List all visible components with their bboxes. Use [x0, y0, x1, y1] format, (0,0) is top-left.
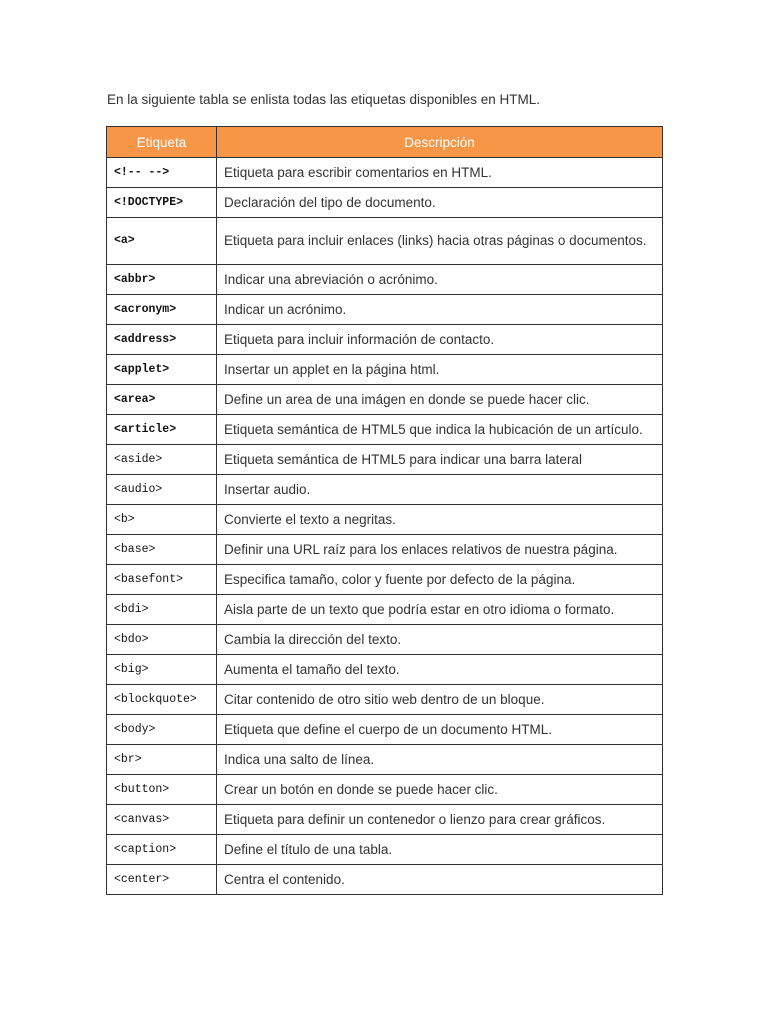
table-header-row	[107, 127, 663, 158]
table-row	[107, 475, 663, 505]
table-row	[107, 295, 663, 325]
description-cell: Declaración del tipo de documento.	[217, 188, 663, 218]
tag-cell: <base>	[107, 535, 217, 565]
description-cell: Define un area de una imágen en donde se puede hacer clic.	[217, 385, 663, 415]
description-cell: Insertar audio.	[217, 475, 663, 505]
tag-cell: <bdo>	[107, 625, 217, 655]
description-cell: Etiqueta que define el cuerpo de un documento HTML.	[217, 715, 663, 745]
description-cell: Definir una URL raíz para los enlaces relativos de nuestra página.	[217, 535, 663, 565]
table-row	[107, 505, 663, 535]
tag-cell: <bdi>	[107, 595, 217, 625]
tag-cell: <canvas>	[107, 805, 217, 835]
tag-cell: <big>	[107, 655, 217, 685]
description-cell: Aumenta el tamaño del texto.	[217, 655, 663, 685]
tag-cell: <body>	[107, 715, 217, 745]
table-row	[107, 188, 663, 218]
description-cell: Convierte el texto a negritas.	[217, 505, 663, 535]
header-tag: Etiqueta	[107, 127, 217, 158]
description-cell: Define el título de una tabla.	[217, 835, 663, 865]
tag-cell: <article>	[107, 415, 217, 445]
table-row	[107, 805, 663, 835]
table-row	[107, 655, 663, 685]
intro-text: En la siguiente tabla se enlista todas las etiquetas disponibles en HTML.	[107, 92, 541, 107]
table-row	[107, 535, 663, 565]
tag-cell: <applet>	[107, 355, 217, 385]
description-cell: Etiqueta para escribir comentarios en HTML.	[217, 158, 663, 188]
description-cell: Etiqueta semántica de HTML5 que indica la hubicación de un artículo.	[217, 415, 663, 445]
description-cell: Aisla parte de un texto que podría estar en otro idioma o formato.	[217, 595, 663, 625]
tag-cell: <!-- -->	[107, 158, 217, 188]
description-cell: Etiqueta semántica de HTML5 para indicar una barra lateral	[217, 445, 663, 475]
description-cell: Insertar un applet en la página html.	[217, 355, 663, 385]
table-row	[107, 445, 663, 475]
table-row	[107, 415, 663, 445]
table-row	[107, 745, 663, 775]
table-row	[107, 865, 663, 895]
tag-cell: <blockquote>	[107, 685, 217, 715]
description-cell: Etiqueta para definir un contenedor o lienzo para crear gráficos.	[217, 805, 663, 835]
tag-cell: <button>	[107, 775, 217, 805]
table-row	[107, 265, 663, 295]
description-cell: Cambia la dirección del texto.	[217, 625, 663, 655]
table-row	[107, 625, 663, 655]
table-row	[107, 595, 663, 625]
table-row	[107, 158, 663, 188]
table-row	[107, 325, 663, 355]
table-row	[107, 355, 663, 385]
table-row	[107, 775, 663, 805]
tag-cell: <a>	[107, 218, 217, 265]
description-cell: Especifica tamaño, color y fuente por defecto de la página.	[217, 565, 663, 595]
tag-cell: <acronym>	[107, 295, 217, 325]
description-cell: Etiqueta para incluir enlaces (links) hacia otras páginas o documentos.	[217, 218, 663, 265]
description-cell: Centra el contenido.	[217, 865, 663, 895]
tag-cell: <br>	[107, 745, 217, 775]
description-cell: Citar contenido de otro sitio web dentro de un bloque.	[217, 685, 663, 715]
table-row	[107, 218, 663, 265]
header-description: Descripción	[217, 127, 663, 158]
description-cell: Indica una salto de línea.	[217, 745, 663, 775]
tag-cell: <!DOCTYPE>	[107, 188, 217, 218]
table-row	[107, 715, 663, 745]
table-row	[107, 835, 663, 865]
table-row	[107, 385, 663, 415]
tag-cell: <b>	[107, 505, 217, 535]
html-tags-table	[106, 126, 663, 895]
description-cell: Crear un botón en donde se puede hacer clic.	[217, 775, 663, 805]
tag-cell: <address>	[107, 325, 217, 355]
description-cell: Indicar un acrónimo.	[217, 295, 663, 325]
table-row	[107, 685, 663, 715]
tag-cell: <area>	[107, 385, 217, 415]
table-row	[107, 565, 663, 595]
tag-cell: <aside>	[107, 445, 217, 475]
description-cell: Etiqueta para incluir información de contacto.	[217, 325, 663, 355]
tag-cell: <caption>	[107, 835, 217, 865]
description-cell: Indicar una abreviación o acrónimo.	[217, 265, 663, 295]
tag-cell: <abbr>	[107, 265, 217, 295]
tag-cell: <audio>	[107, 475, 217, 505]
tag-cell: <basefont>	[107, 565, 217, 595]
tag-cell: <center>	[107, 865, 217, 895]
